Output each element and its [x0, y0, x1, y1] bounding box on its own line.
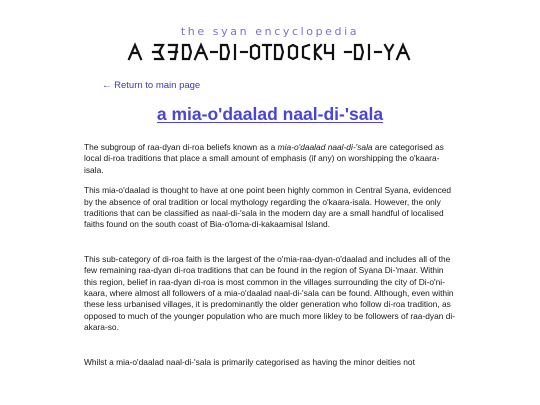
paragraph-history: This mia-o'daalad is thought to have at one point been highly common in Central Syana, evidenced by the absence of oral tradition or local mythology regarding the o'kaara-isala. However, the only traditions that can be classified as naal-di-'sala in the modern day are a small handful of localised faiths found on the south coast of Bia-o'loma-di-kakaamisal Island.: [84, 185, 452, 230]
article-body: [84, 142, 458, 377]
site-tagline: the syan encyclopedia: [180, 25, 360, 38]
site-title-glyphs: [125, 41, 415, 63]
site-title: [0, 41, 540, 63]
return-to-main-page-link[interactable]: ← Return to main page: [102, 80, 201, 91]
page-title: a mia-o'daalad naal-di-'sala: [156, 104, 384, 124]
paragraph-intro: The subgroup of raa-dyan di-roa beliefs known as a mia-o'daalad naal-di-'sala are categorised as local di-roa traditions that place a small amount of emphasis (if any) on worshipping the o'kaara-isala.: [84, 142, 444, 175]
paragraph-distribution: This sub-category of di-roa faith is the largest of the o'mia-raa-dyan-o'daalad and includes all of the few remaining raa-dyan di-roa traditions that can be found in the region of Syana Di-'maar. Within this region, belief in raa-dyan di-roa is most common in the villages surrounding the city of Di-o'ni-kaara, where almost all followers of a mia-o'daalad naal-di-'sala can be found. Although, even within these less urbanised villages, it is predominantly the older generation who follow di-roa tradition, as opposed to much of the younger population who are much more likley to be followers of raa-dyan di-akara-so.: [84, 253, 456, 333]
paragraph-categorisation: Whilst a mia-o'daalad naal-di-'sala is primarily categorised as having the minor deities not: [84, 356, 415, 367]
term-emphasis: mia-o'daalad naal-di-'sala: [277, 142, 373, 152]
